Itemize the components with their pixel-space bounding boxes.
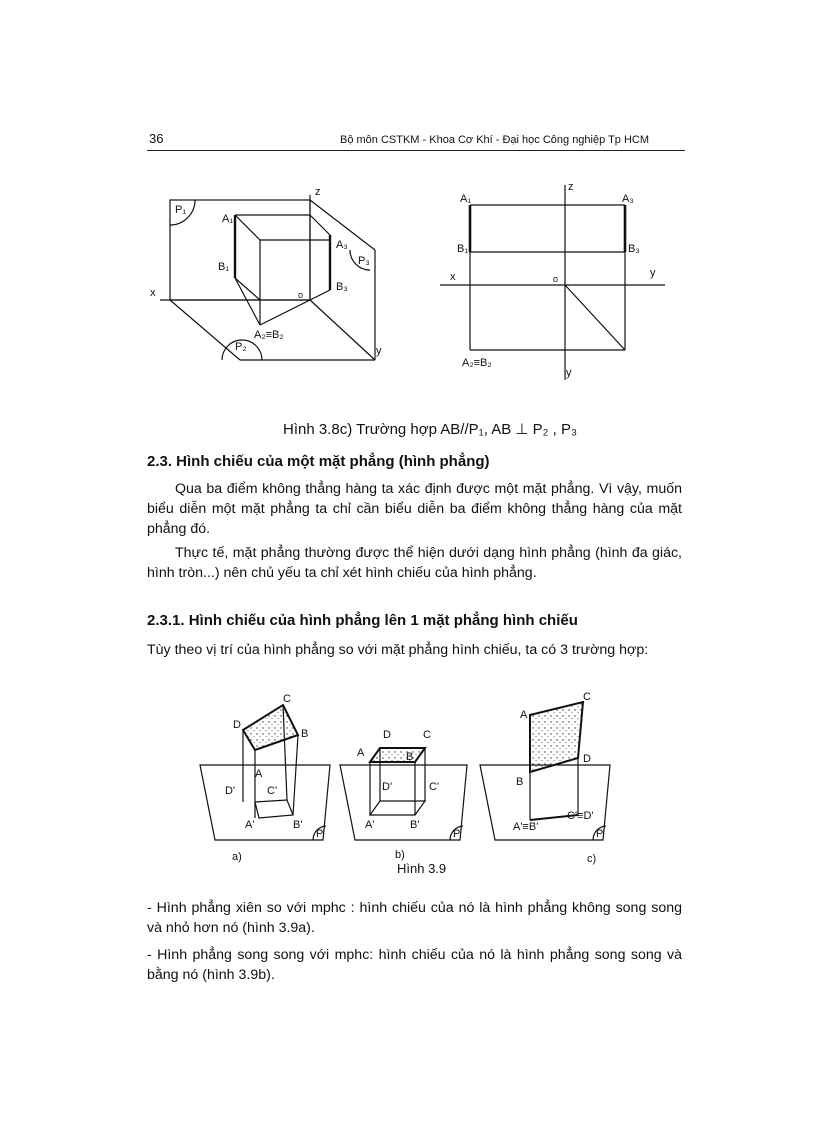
bullet-2: - Hình phẳng song song với mphc: hình chiếu của nó là hình phẳng song song và bằng nó (hình 3.9b). (147, 947, 682, 983)
label-d: D (383, 729, 391, 741)
figure-3-9b (340, 748, 467, 840)
label-bp: B' (410, 819, 420, 831)
label-p: P (453, 828, 461, 840)
y-axis (310, 300, 375, 360)
label-ab-proj: A'≡B' (513, 821, 539, 833)
label-b3: B₃ (628, 243, 640, 255)
label-p2: P₂ (235, 341, 247, 353)
projector (293, 735, 298, 815)
diagonal-45 (565, 285, 625, 350)
label-y-bottom: y (566, 367, 572, 379)
label-p3: P₃ (358, 255, 370, 267)
section-2-3-1-heading: 2.3.1. Hình chiếu của hình phẳng lên 1 mặt phẳng hình chiếu (147, 612, 578, 629)
label-a3: A₃ (336, 239, 348, 251)
label-ap: A' (365, 819, 375, 831)
label-a1: A₁ (222, 213, 234, 225)
label-b1: B₁ (218, 261, 230, 273)
flat-shape (243, 705, 298, 750)
label-sub-b: b) (395, 849, 405, 861)
section-2-3-paragraph-1: Qua ba điểm không thẳng hàng ta xác định được một mặt phẳng. Vì vậy, muốn biểu diễn một mặt phẳng ta chỉ cần biểu diễn ba điểm không thẳng hàng của mặt phẳng đó. (147, 481, 682, 537)
figure-3-8c-3d (150, 180, 400, 380)
label-z: z (315, 186, 321, 198)
projection (370, 801, 425, 815)
label-y-right: y (650, 267, 656, 279)
label-sub-a: a) (232, 851, 242, 863)
label-b3: B₃ (336, 281, 348, 293)
label-o: o (553, 274, 559, 284)
label-c: C (583, 691, 591, 703)
label-o: o (298, 290, 304, 300)
plane-p (200, 765, 330, 840)
label-y: y (376, 345, 382, 357)
label-x: x (150, 287, 156, 299)
label-b1: B₁ (457, 243, 469, 255)
header-rule (147, 150, 685, 151)
label-a1: A₁ (460, 193, 472, 205)
figure-3-9 (195, 690, 655, 880)
label-a: A (255, 768, 263, 780)
label-cp: C' (429, 781, 440, 793)
flat-shape (370, 748, 425, 762)
label-d: D (583, 753, 591, 765)
label-c: C (283, 693, 291, 705)
cube-edge (235, 278, 260, 325)
cube-edge (310, 215, 330, 235)
figure-3-8c-caption: Hình 3.8c) Trường hợp AB//P₁, AB ⊥ P₂ , P₃ (283, 421, 578, 438)
label-sub-c: c) (587, 853, 597, 865)
section-2-3-1-paragraph: Tùy theo vị trí của hình phẳng so với mặt phẳng hình chiếu, ta có 3 trường hợp: (147, 642, 649, 658)
label-b: B (301, 728, 309, 740)
figure-3-9a (200, 705, 330, 840)
label-cd-proj: C'≡D' (567, 810, 594, 822)
plane-edge (170, 300, 240, 360)
label-x: x (450, 271, 456, 283)
plane-p (480, 765, 610, 840)
section-2-3-heading: 2.3. Hình chiếu của một mặt phẳng (hình phẳng) (147, 453, 490, 470)
label-p: P (596, 828, 604, 840)
label-p: P (316, 828, 324, 840)
cube-edge (235, 215, 260, 240)
page-number: 36 (149, 131, 164, 146)
running-title: Bộ môn CSTKM - Khoa Cơ Khí - Đại học Công nghiệp Tp HCM (340, 134, 650, 146)
label-a: A (357, 747, 365, 759)
label-dp: D' (382, 781, 393, 793)
plane-p (340, 765, 467, 840)
projection (255, 800, 293, 818)
label-b: B (516, 776, 524, 788)
label-ap: A' (245, 819, 255, 831)
figure-3-8c-epure (440, 180, 670, 380)
cube-edge (260, 290, 330, 325)
label-a2b2: A₂≡B₂ (462, 357, 492, 369)
figure-3-9-caption: Hình 3.9 (397, 861, 447, 876)
label-dp: D' (225, 785, 236, 797)
section-2-3-paragraph-2: Thực tế, mặt phẳng thường được thể hiện dưới dạng hình phẳng (hình đa giác, hình tròn...) nên chủ yếu ta chỉ xét hình chiếu của hình phẳng. (147, 545, 682, 581)
label-b: B (406, 751, 414, 763)
label-c: C (423, 729, 431, 741)
label-p1: P₁ (175, 204, 187, 216)
cube-edge (235, 278, 260, 300)
label-bp: B' (293, 819, 303, 831)
label-a3: A₃ (622, 193, 634, 205)
label-cp: C' (267, 785, 278, 797)
label-a: A (520, 709, 528, 721)
label-a2b2: A₂≡B₂ (254, 329, 284, 341)
label-z: z (568, 181, 574, 193)
flat-shape (530, 702, 583, 772)
label-d: D (233, 719, 241, 731)
bullet-1: - Hình phẳng xiên so với mphc : hình chiếu của nó là hình phẳng không song song và nhỏ hơn nó (hình 3.9a). (147, 900, 682, 936)
